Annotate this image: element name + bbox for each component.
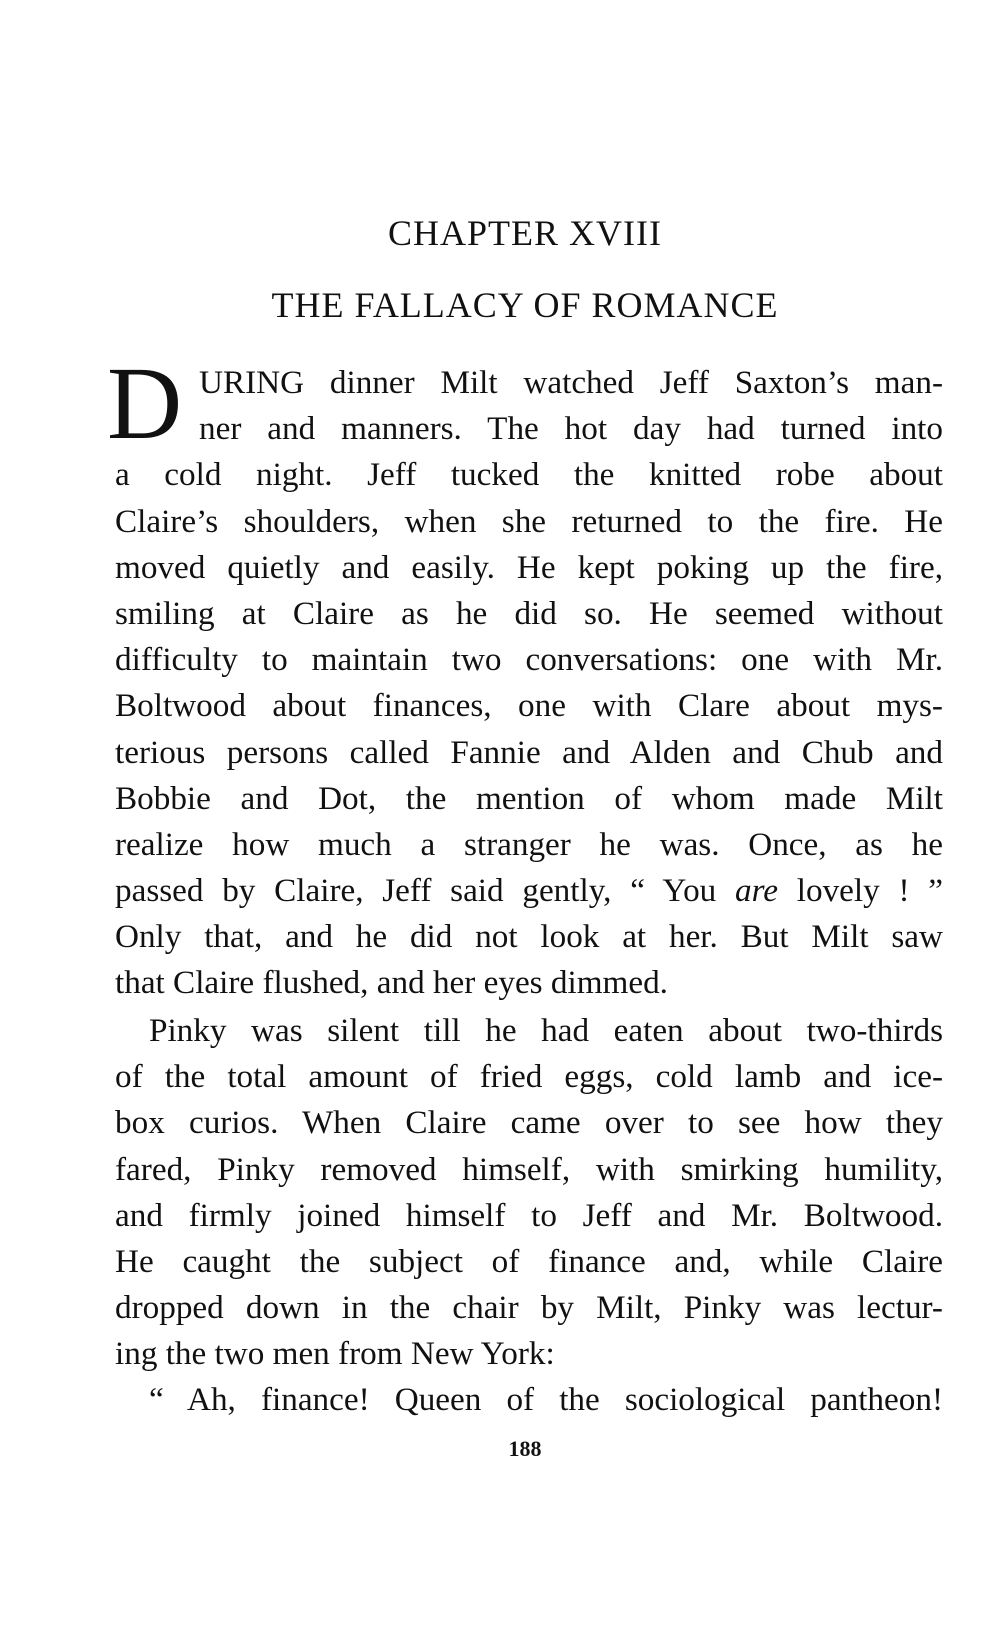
text-line-with-italic xyxy=(115,868,943,914)
text-line: and firmly joined himself to Jeff and Mr. Boltwood. xyxy=(115,1196,943,1234)
paragraph-3 xyxy=(115,1377,943,1423)
text-line: fared, Pinky removed himself, with smirking humility, xyxy=(115,1150,943,1188)
text-line: He caught the subject of finance and, while Claire xyxy=(115,1242,943,1280)
text-fragment: passed by Claire, Jeff said gently, “ You xyxy=(115,872,736,910)
dropcap-block xyxy=(107,346,943,461)
drop-cap-letter: D xyxy=(107,346,183,461)
text-line: Claire’s shoulders, when she returned to the fire. He xyxy=(115,502,943,540)
page-number: 188 xyxy=(508,1436,542,1461)
text-line: Bobbie and Dot, the mention of whom made Milt xyxy=(115,779,943,817)
text-line: Boltwood about finances, one with Clare about mys- xyxy=(115,687,943,725)
text-fragment: lovely ! ” xyxy=(778,872,943,910)
chapter-title: THE FALLACY OF ROMANCE xyxy=(271,285,779,325)
text-line: ing the two men from New York: xyxy=(115,1335,555,1373)
text-line: dropped down in the chair by Milt, Pinky was lectur- xyxy=(115,1289,943,1327)
text-line: ner and manners. The hot day had turned into xyxy=(199,410,943,448)
text-line: URING dinner Milt watched Jeff Saxton’s man- xyxy=(199,364,943,401)
text-line: that Claire flushed, and her eyes dimmed. xyxy=(115,964,668,1002)
italic-word: are xyxy=(735,872,779,910)
text-line: smiling at Claire as he did so. He seemed without xyxy=(115,594,943,632)
text-line: a cold night. Jeff tucked the knitted robe about xyxy=(115,456,943,494)
text-line: Only that, and he did not look at her. But Milt saw xyxy=(115,918,943,956)
text-line: Pinky was silent till he had eaten about two-thirds xyxy=(149,1012,943,1049)
text-line: box curios. When Claire came over to see how they xyxy=(115,1104,943,1142)
paragraph-1 xyxy=(107,346,943,1007)
text-line: “ Ah, finance! Queen of the sociological pantheon! xyxy=(149,1381,943,1418)
text-line: difficulty to maintain two conversations: one with Mr. xyxy=(115,641,943,679)
paragraph-2 xyxy=(115,1008,943,1378)
text-line: terious persons called Fannie and Alden and Chub and xyxy=(115,733,943,771)
text-line: of the total amount of fried eggs, cold lamb and ice- xyxy=(115,1058,943,1096)
text-line: realize how much a stranger he was. Once, as he xyxy=(115,825,943,863)
text-line: moved quietly and easily. He kept poking up the fire, xyxy=(115,548,943,586)
chapter-number: CHAPTER XVIII xyxy=(388,213,662,253)
